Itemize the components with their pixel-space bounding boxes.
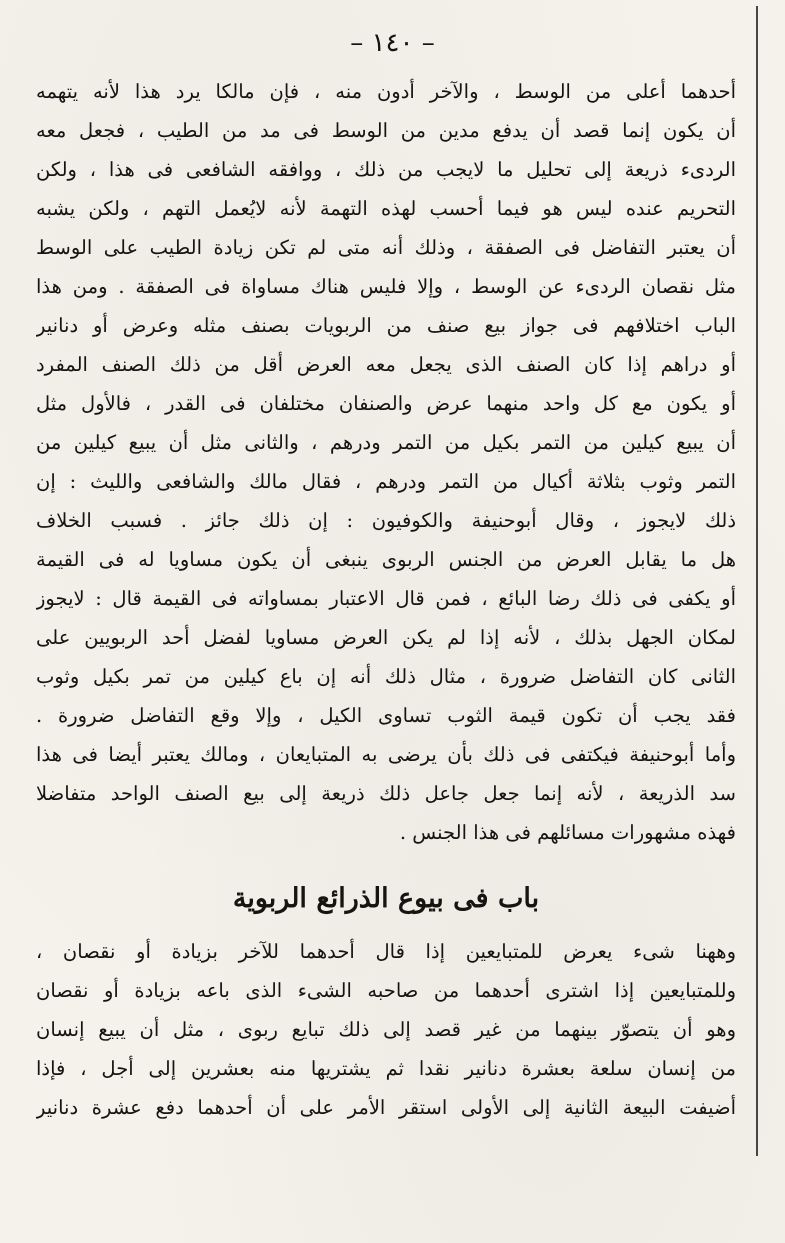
- text-line: سد الذريعة ، لأنه إنما جعل جاعل ذلك ذريعة إلى بيع الصنف الواحد متفاضلا: [36, 782, 736, 805]
- text-line: الردىء ذريعة إلى تحليل ما لايجب من ذلك ، ووافقه الشافعى فى هذا ، ولكن: [36, 158, 736, 181]
- body-text: [36, 72, 736, 1127]
- text-line: لمكان الجهل بذلك ، لأنه إذا لم يكن العرض مساويا لفضل أحد الربويين على: [36, 626, 736, 649]
- text-line: ذلك لايجوز ، وقال أبوحنيفة والكوفيون : إن ذلك جائز . فسبب الخلاف: [36, 509, 736, 532]
- text-line: أو يكون مع كل واحد منهما عرض والصنفان مختلفان فى القدر ، فالأول مثل: [36, 392, 736, 415]
- section-heading: باب فى بيوع الذرائع الربوية: [232, 883, 540, 914]
- text-line: فقد يجب أن تكون قيمة الثوب تساوى الكيل ، وإلا وقع التفاضل ضرورة .: [36, 704, 736, 727]
- text-line: فهذه مشهورات مسائلهم فى هذا الجنس .: [399, 821, 736, 844]
- text-line: أو يكفى فى ذلك رضا البائع ، فمن قال الاعتبار بمساواته فى القيمة قال : لايجوز: [36, 587, 736, 610]
- text-line: وللمتبايعين إذا اشترى أحدهما من صاحبه الشىء الذى باعه بزيادة أو نقصان: [36, 979, 736, 1002]
- text-line: وأما أبوحنيفة فيكتفى فى ذلك بأن يرضى به المتبايعان ، ومالك يعتبر أيضا فى هذا: [36, 743, 736, 766]
- text-line: الثانى كان التفاضل ضرورة ، مثال ذلك أنه إن باع كيلين من تمر بكيل وثوب: [36, 665, 736, 688]
- text-line: أن يكون إنما قصد أن يدفع مدين من الوسط فى مد من الطيب ، فجعل معه: [36, 119, 736, 142]
- text-line: مثل نقصان الردىء عن الوسط ، وإلا فليس هناك مساواة فى الصفقة . ومن هذا: [36, 275, 736, 298]
- text-line: من إنسان سلعة بعشرة دنانير نقدا ثم يشتريها منه بعشرين إلى أجل ، فإذا: [36, 1057, 736, 1080]
- text-line: الباب اختلافهم فى جواز بيع صنف من الربويات بصنف مثله وعرض أو دنانير: [36, 314, 736, 337]
- text-line: أحدهما أعلى من الوسط ، والآخر أدون منه ، فإن مالكا يرد هذا لأنه يتهمه: [36, 80, 736, 103]
- text-line: التمر وثوب بثلاثة أكيال من التمر ودرهم ، فقال مالك والشافعى والليث : إن: [36, 470, 736, 493]
- text-line: أو دراهم إذا كان الصنف الذى يجعل معه العرض أقل من ذلك الصنف المفرد: [36, 353, 736, 376]
- text-line: هل ما يقابل العرض من الجنس الربوى ينبغى أن يكون مساويا له فى القيمة: [36, 548, 736, 571]
- page-edge-rule: [756, 6, 758, 1156]
- text-line: التحريم عنده ليس هو فيما أحسب لهذه التهمة لأنه لايُعمل التهم ، ولكن يشبه: [36, 197, 736, 220]
- text-line: وهو أن يتصوّر بينهما من غير قصد إلى ذلك تبايع ربوى ، مثل أن يبيع إنسان: [36, 1018, 736, 1041]
- text-line: أن يعتبر التفاضل فى الصفقة ، وذلك أنه متى لم تكن زيادة الطيب على الوسط: [36, 236, 736, 259]
- text-line: أن يبيع كيلين من التمر بكيل من التمر ودرهم ، والثانى مثل أن يبيع كيلين من: [36, 431, 736, 454]
- page-number: – ١٤٠ –: [350, 28, 435, 58]
- text-line: وههنا شىء يعرض للمتبايعين إذا قال أحدهما للآخر بزيادة أو نقصان ،: [36, 940, 736, 963]
- text-line: أضيفت البيعة الثانية إلى الأولى استقر الأمر على أن أحدهما دفع عشرة دنانير: [36, 1096, 736, 1119]
